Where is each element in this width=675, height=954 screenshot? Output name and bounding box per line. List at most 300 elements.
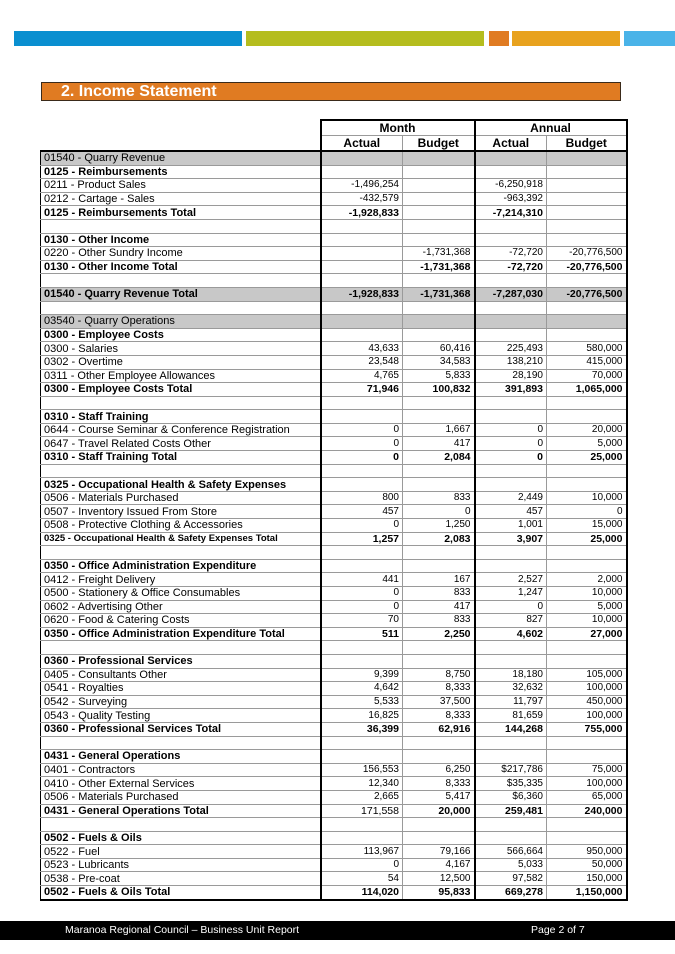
annual-actual-cell: 5,033 <box>475 858 547 872</box>
annual-budget-cell <box>547 546 627 560</box>
month-actual-cell <box>321 818 403 832</box>
annual-budget-cell <box>547 165 627 179</box>
annual-actual-cell: $6,360 <box>475 790 547 804</box>
month-actual-cell: 0 <box>321 423 403 437</box>
month-budget-cell <box>403 818 475 832</box>
annual-actual-cell <box>475 831 547 845</box>
table-heading-row <box>41 451 627 465</box>
annual-budget-cell: 100,000 <box>547 709 627 723</box>
row-label: 0401 - Contractors <box>41 763 321 777</box>
table-heading-row <box>41 165 627 179</box>
month-budget-cell: 37,500 <box>403 695 475 709</box>
table-heading-row <box>41 886 627 900</box>
row-label: 0130 - Other Income Total <box>41 260 321 274</box>
table-row <box>41 872 627 886</box>
row-label: 0522 - Fuel <box>41 845 321 859</box>
month-actual-cell: 9,399 <box>321 668 403 682</box>
month-budget-cell: 79,166 <box>403 845 475 859</box>
table-heading-row <box>41 627 627 641</box>
month-actual-cell <box>321 654 403 668</box>
row-label: 0125 - Reimbursements <box>41 165 321 179</box>
group-header-row <box>41 120 627 136</box>
row-label: 0360 - Professional Services <box>41 654 321 668</box>
month-budget-cell: 8,750 <box>403 668 475 682</box>
month-actual-cell: 0 <box>321 858 403 872</box>
annual-budget-cell: 0 <box>547 505 627 519</box>
spacer-row <box>41 736 627 750</box>
row-label: 0300 - Employee Costs Total <box>41 383 321 397</box>
month-budget-cell: 2,250 <box>403 627 475 641</box>
annual-actual-cell <box>475 165 547 179</box>
table-heading-row <box>41 750 627 764</box>
month-actual-cell <box>321 546 403 560</box>
table-row <box>41 682 627 696</box>
annual-budget-cell <box>547 151 627 165</box>
annual-actual-cell <box>475 410 547 424</box>
month-actual-cell: 5,533 <box>321 695 403 709</box>
month-budget-cell: -1,731,368 <box>403 247 475 261</box>
table-row <box>41 491 627 505</box>
annual-budget-cell <box>547 179 627 193</box>
month-budget-cell: 2,084 <box>403 451 475 465</box>
table-row <box>41 587 627 601</box>
annual-budget-cell <box>547 301 627 315</box>
row-label: 0220 - Other Sundry Income <box>41 247 321 261</box>
annual-budget-cell: 100,000 <box>547 682 627 696</box>
income-statement-table <box>40 119 628 901</box>
annual-actual-cell: 0 <box>475 451 547 465</box>
annual-actual-cell <box>475 274 547 288</box>
annual-budget-cell: -20,776,500 <box>547 247 627 261</box>
row-label: 0125 - Reimbursements Total <box>41 206 321 220</box>
month-budget-cell <box>403 559 475 573</box>
annual-budget-cell <box>547 206 627 220</box>
table-row <box>41 423 627 437</box>
month-budget-cell: 60,416 <box>403 342 475 356</box>
month-budget-cell: 833 <box>403 614 475 628</box>
table-heading-row <box>41 315 627 329</box>
annual-budget-cell <box>547 233 627 247</box>
month-actual-cell: 114,020 <box>321 886 403 900</box>
row-label: 0543 - Quality Testing <box>41 709 321 723</box>
row-label: 0500 - Stationery & Office Consumables <box>41 587 321 601</box>
month-budget-cell <box>403 478 475 492</box>
annual-budget-cell: -20,776,500 <box>547 287 627 301</box>
month-budget-cell: 95,833 <box>403 886 475 900</box>
month-budget-cell <box>403 328 475 342</box>
row-label: 03540 - Quarry Operations <box>41 315 321 329</box>
month-budget-cell: 6,250 <box>403 763 475 777</box>
month-budget-cell <box>403 233 475 247</box>
row-label: 0502 - Fuels & Oils Total <box>41 886 321 900</box>
month-actual-cell: 457 <box>321 505 403 519</box>
month-actual-cell: 0 <box>321 437 403 451</box>
annual-budget-cell: 1,150,000 <box>547 886 627 900</box>
month-actual-cell <box>321 274 403 288</box>
annual-actual-cell: 32,632 <box>475 682 547 696</box>
annual-actual-cell: 566,664 <box>475 845 547 859</box>
month-actual-cell <box>321 260 403 274</box>
row-label <box>41 396 321 410</box>
header-bar-4 <box>624 31 675 46</box>
table-row <box>41 519 627 533</box>
row-label: 01540 - Quarry Revenue Total <box>41 287 321 301</box>
month-budget-cell <box>403 274 475 288</box>
month-budget-cell: 8,333 <box>403 682 475 696</box>
annual-actual-header: Actual <box>475 136 547 152</box>
table-heading-row <box>41 383 627 397</box>
month-budget-cell: 20,000 <box>403 804 475 818</box>
month-actual-cell: -1,928,833 <box>321 287 403 301</box>
annual-budget-cell: 10,000 <box>547 614 627 628</box>
annual-budget-cell <box>547 464 627 478</box>
annual-budget-cell: 105,000 <box>547 668 627 682</box>
annual-actual-cell: -72,720 <box>475 247 547 261</box>
annual-budget-cell: 150,000 <box>547 872 627 886</box>
month-actual-cell: 70 <box>321 614 403 628</box>
row-label <box>41 219 321 233</box>
month-actual-cell: 2,665 <box>321 790 403 804</box>
annual-budget-cell <box>547 654 627 668</box>
annual-budget-cell: 450,000 <box>547 695 627 709</box>
table-heading-row <box>41 654 627 668</box>
annual-actual-cell <box>475 328 547 342</box>
annual-budget-header: Budget <box>547 136 627 152</box>
annual-actual-cell: 144,268 <box>475 722 547 736</box>
row-label: 0647 - Travel Related Costs Other <box>41 437 321 451</box>
annual-budget-cell: 20,000 <box>547 423 627 437</box>
annual-actual-cell: -7,287,030 <box>475 287 547 301</box>
table-row <box>41 709 627 723</box>
row-label: 0431 - General Operations <box>41 750 321 764</box>
table-heading-row <box>41 260 627 274</box>
annual-budget-cell <box>547 750 627 764</box>
table-heading-row <box>41 722 627 736</box>
annual-budget-cell: 70,000 <box>547 369 627 383</box>
month-actual-cell: 0 <box>321 451 403 465</box>
row-label: 0502 - Fuels & Oils <box>41 831 321 845</box>
row-label: 0644 - Course Seminar & Conference Registration <box>41 423 321 437</box>
month-budget-cell <box>403 831 475 845</box>
month-budget-cell <box>403 410 475 424</box>
month-actual-cell <box>321 315 403 329</box>
month-budget-cell: 62,916 <box>403 722 475 736</box>
annual-actual-cell: 1,247 <box>475 587 547 601</box>
row-label: 0325 - Occupational Health & Safety Expenses <box>41 478 321 492</box>
month-budget-cell <box>403 165 475 179</box>
month-actual-cell: 4,642 <box>321 682 403 696</box>
annual-actual-cell: $35,335 <box>475 777 547 791</box>
annual-actual-cell <box>475 641 547 655</box>
row-label: 0410 - Other External Services <box>41 777 321 791</box>
month-budget-cell: 417 <box>403 600 475 614</box>
annual-actual-cell: -72,720 <box>475 260 547 274</box>
table-heading-row <box>41 328 627 342</box>
table-heading-row <box>41 287 627 301</box>
month-actual-cell <box>321 219 403 233</box>
table-row <box>41 192 627 206</box>
month-budget-cell: 2,083 <box>403 532 475 546</box>
row-label: 0360 - Professional Services Total <box>41 722 321 736</box>
table-heading-row <box>41 478 627 492</box>
row-label: 0523 - Lubricants <box>41 858 321 872</box>
row-label: 0507 - Inventory Issued From Store <box>41 505 321 519</box>
table-row <box>41 437 627 451</box>
spacer-row <box>41 219 627 233</box>
annual-actual-cell: 1,001 <box>475 519 547 533</box>
annual-actual-cell: 827 <box>475 614 547 628</box>
annual-actual-cell <box>475 478 547 492</box>
annual-budget-cell: 25,000 <box>547 532 627 546</box>
month-group-header: Month <box>321 120 475 136</box>
month-budget-cell <box>403 736 475 750</box>
month-budget-cell <box>403 179 475 193</box>
row-label: 0602 - Advertising Other <box>41 600 321 614</box>
annual-budget-cell <box>547 831 627 845</box>
month-budget-cell <box>403 654 475 668</box>
month-budget-cell: -1,731,368 <box>403 287 475 301</box>
annual-actual-cell: 81,659 <box>475 709 547 723</box>
month-actual-cell <box>321 641 403 655</box>
month-budget-cell: 5,417 <box>403 790 475 804</box>
row-label: 0300 - Salaries <box>41 342 321 356</box>
annual-actual-cell: 0 <box>475 437 547 451</box>
table-row <box>41 790 627 804</box>
month-actual-cell <box>321 247 403 261</box>
annual-budget-cell: 10,000 <box>547 587 627 601</box>
month-actual-cell: 156,553 <box>321 763 403 777</box>
month-budget-cell <box>403 151 475 165</box>
annual-actual-cell: 2,527 <box>475 573 547 587</box>
annual-actual-cell: 97,582 <box>475 872 547 886</box>
month-actual-cell: 71,946 <box>321 383 403 397</box>
row-label <box>41 546 321 560</box>
annual-budget-cell: 755,000 <box>547 722 627 736</box>
header-blank <box>41 120 321 136</box>
header-bar-3 <box>512 31 620 46</box>
table-row <box>41 695 627 709</box>
annual-budget-cell: 75,000 <box>547 763 627 777</box>
header-bar-2 <box>489 31 509 46</box>
annual-budget-cell <box>547 641 627 655</box>
row-label <box>41 736 321 750</box>
month-budget-cell: 34,583 <box>403 355 475 369</box>
month-actual-cell: 1,257 <box>321 532 403 546</box>
annual-budget-cell <box>547 410 627 424</box>
row-label: 0508 - Protective Clothing & Accessories <box>41 519 321 533</box>
annual-actual-cell <box>475 315 547 329</box>
table-row <box>41 573 627 587</box>
month-actual-cell: 54 <box>321 872 403 886</box>
month-budget-cell: 833 <box>403 491 475 505</box>
annual-actual-cell: $217,786 <box>475 763 547 777</box>
month-actual-cell <box>321 165 403 179</box>
row-label <box>41 641 321 655</box>
month-actual-cell: 12,340 <box>321 777 403 791</box>
header-blank <box>41 136 321 152</box>
month-actual-cell <box>321 328 403 342</box>
month-actual-cell: -1,496,254 <box>321 179 403 193</box>
month-budget-cell <box>403 464 475 478</box>
annual-actual-cell <box>475 151 547 165</box>
annual-budget-cell: 1,065,000 <box>547 383 627 397</box>
table-row <box>41 355 627 369</box>
table-heading-row <box>41 410 627 424</box>
annual-group-header: Annual <box>475 120 627 136</box>
annual-actual-cell <box>475 818 547 832</box>
month-actual-cell <box>321 464 403 478</box>
spacer-row <box>41 396 627 410</box>
month-budget-cell: 417 <box>403 437 475 451</box>
month-budget-cell: 8,333 <box>403 777 475 791</box>
spacer-row <box>41 274 627 288</box>
row-label: 01540 - Quarry Revenue <box>41 151 321 165</box>
annual-budget-cell <box>547 219 627 233</box>
month-actual-cell: 0 <box>321 587 403 601</box>
table-heading-row <box>41 233 627 247</box>
table-row <box>41 247 627 261</box>
annual-actual-cell: 0 <box>475 600 547 614</box>
annual-actual-cell <box>475 301 547 315</box>
month-actual-cell <box>321 410 403 424</box>
month-actual-cell <box>321 750 403 764</box>
annual-budget-cell <box>547 396 627 410</box>
annual-actual-cell: 259,481 <box>475 804 547 818</box>
annual-actual-cell: 11,797 <box>475 695 547 709</box>
annual-budget-cell: -20,776,500 <box>547 260 627 274</box>
annual-budget-cell <box>547 818 627 832</box>
annual-actual-cell <box>475 559 547 573</box>
month-actual-cell: 800 <box>321 491 403 505</box>
annual-actual-cell <box>475 546 547 560</box>
row-label: 0412 - Freight Delivery <box>41 573 321 587</box>
month-actual-cell: 441 <box>321 573 403 587</box>
table-row <box>41 369 627 383</box>
annual-budget-cell <box>547 736 627 750</box>
month-budget-cell <box>403 206 475 220</box>
annual-budget-cell: 27,000 <box>547 627 627 641</box>
month-budget-cell <box>403 219 475 233</box>
footer-page-number: Page 2 of 7 <box>531 924 585 936</box>
table-row <box>41 777 627 791</box>
month-actual-cell <box>321 396 403 410</box>
row-label: 0310 - Staff Training Total <box>41 451 321 465</box>
annual-actual-cell: 457 <box>475 505 547 519</box>
annual-actual-cell <box>475 233 547 247</box>
annual-budget-cell: 50,000 <box>547 858 627 872</box>
row-label <box>41 274 321 288</box>
row-label: 0506 - Materials Purchased <box>41 491 321 505</box>
annual-actual-cell: 669,278 <box>475 886 547 900</box>
annual-budget-cell: 580,000 <box>547 342 627 356</box>
annual-budget-cell: 10,000 <box>547 491 627 505</box>
footer-report-title: Maranoa Regional Council – Business Unit Report <box>65 924 300 936</box>
month-budget-cell <box>403 396 475 410</box>
month-actual-cell: 36,399 <box>321 722 403 736</box>
month-actual-cell <box>321 478 403 492</box>
row-label <box>41 818 321 832</box>
annual-actual-cell: 2,449 <box>475 491 547 505</box>
month-budget-cell: 5,833 <box>403 369 475 383</box>
row-label: 0311 - Other Employee Allowances <box>41 369 321 383</box>
month-actual-cell: -1,928,833 <box>321 206 403 220</box>
month-budget-cell: 100,832 <box>403 383 475 397</box>
month-budget-cell: 8,333 <box>403 709 475 723</box>
row-label: 0350 - Office Administration Expenditure Total <box>41 627 321 641</box>
row-label: 0211 - Product Sales <box>41 179 321 193</box>
month-budget-header: Budget <box>403 136 475 152</box>
row-label: 0130 - Other Income <box>41 233 321 247</box>
month-actual-cell <box>321 736 403 750</box>
spacer-row <box>41 546 627 560</box>
header-bar-1 <box>246 31 484 46</box>
row-label: 0541 - Royalties <box>41 682 321 696</box>
month-actual-cell: 0 <box>321 519 403 533</box>
table-row <box>41 668 627 682</box>
table-heading-row <box>41 804 627 818</box>
month-budget-cell <box>403 192 475 206</box>
annual-actual-cell: 391,893 <box>475 383 547 397</box>
row-label: 0310 - Staff Training <box>41 410 321 424</box>
row-label: 0431 - General Operations Total <box>41 804 321 818</box>
annual-budget-cell: 950,000 <box>547 845 627 859</box>
month-budget-cell: 1,250 <box>403 519 475 533</box>
row-label <box>41 464 321 478</box>
annual-budget-cell: 5,000 <box>547 600 627 614</box>
annual-budget-cell <box>547 315 627 329</box>
month-budget-cell: -1,731,368 <box>403 260 475 274</box>
month-budget-cell <box>403 301 475 315</box>
row-label: 0302 - Overtime <box>41 355 321 369</box>
table-row <box>41 763 627 777</box>
row-label: 0620 - Food & Catering Costs <box>41 614 321 628</box>
table-row <box>41 845 627 859</box>
annual-budget-cell: 65,000 <box>547 790 627 804</box>
table-row <box>41 179 627 193</box>
row-label: 0538 - Pre-coat <box>41 872 321 886</box>
month-actual-cell: 171,558 <box>321 804 403 818</box>
month-actual-header: Actual <box>321 136 403 152</box>
annual-actual-cell: 3,907 <box>475 532 547 546</box>
annual-actual-cell: -7,214,310 <box>475 206 547 220</box>
month-actual-cell <box>321 233 403 247</box>
annual-budget-cell <box>547 192 627 206</box>
month-budget-cell <box>403 546 475 560</box>
annual-budget-cell <box>547 559 627 573</box>
table-row <box>41 614 627 628</box>
month-actual-cell: 16,825 <box>321 709 403 723</box>
month-budget-cell: 4,167 <box>403 858 475 872</box>
month-budget-cell: 167 <box>403 573 475 587</box>
table-row <box>41 858 627 872</box>
row-label <box>41 301 321 315</box>
month-actual-cell: 23,548 <box>321 355 403 369</box>
section-title: 2. Income Statement <box>41 82 621 101</box>
month-actual-cell: -432,579 <box>321 192 403 206</box>
spacer-row <box>41 301 627 315</box>
page-footer <box>0 921 675 940</box>
annual-actual-cell <box>475 219 547 233</box>
row-label: 0350 - Office Administration Expenditure <box>41 559 321 573</box>
table-row <box>41 342 627 356</box>
month-budget-cell <box>403 315 475 329</box>
month-actual-cell <box>321 559 403 573</box>
month-budget-cell: 12,500 <box>403 872 475 886</box>
month-budget-cell: 1,667 <box>403 423 475 437</box>
annual-actual-cell <box>475 736 547 750</box>
annual-budget-cell: 415,000 <box>547 355 627 369</box>
month-actual-cell: 113,967 <box>321 845 403 859</box>
